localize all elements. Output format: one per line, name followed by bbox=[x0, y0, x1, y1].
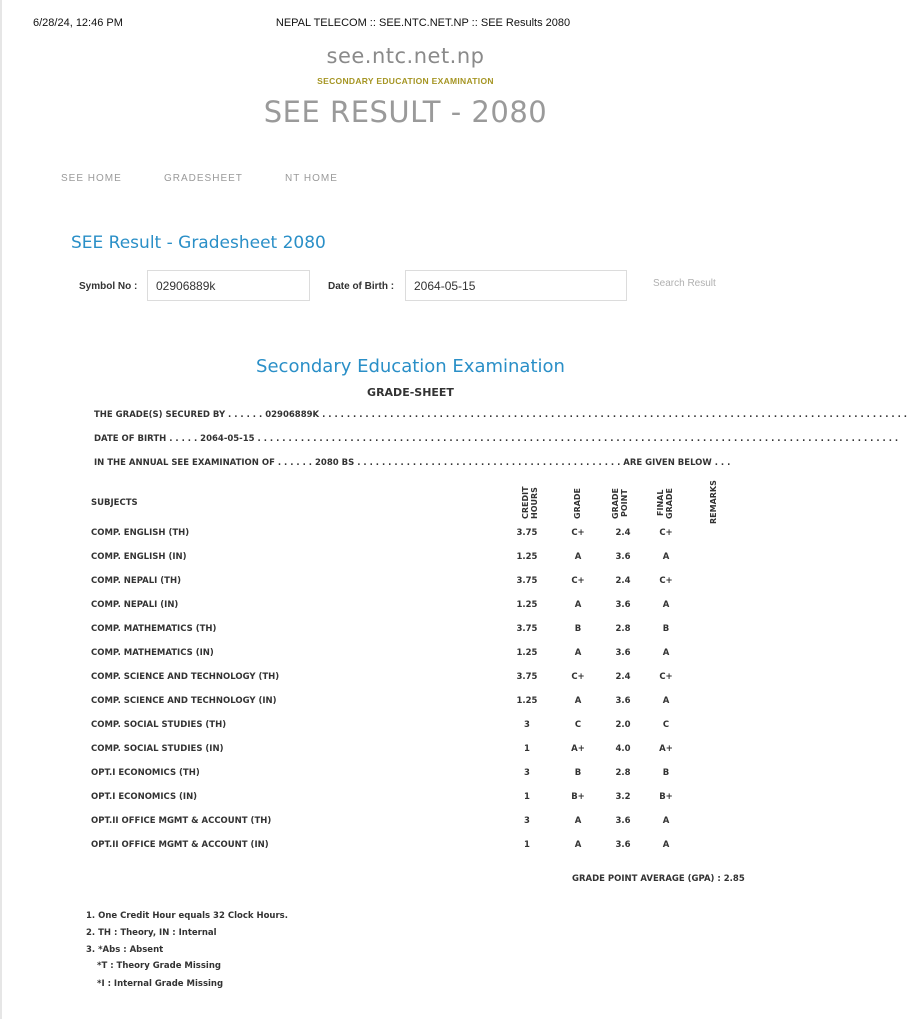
credit-hours-cell: 1.25 bbox=[516, 696, 538, 706]
table-row bbox=[0, 672, 811, 686]
search-result-button[interactable]: Search Result bbox=[653, 278, 716, 289]
grade-point-cell: 4.0 bbox=[615, 744, 631, 754]
table-row bbox=[0, 696, 811, 710]
dob-line-prefix: DATE OF BIRTH . . . . . bbox=[94, 434, 198, 444]
symbol-input[interactable] bbox=[147, 270, 310, 301]
subject-cell: COMP. NEPALI (TH) bbox=[91, 576, 181, 586]
grade-cell: A bbox=[574, 648, 582, 658]
subject-cell: OPT.II OFFICE MGMT & ACCOUNT (IN) bbox=[91, 840, 269, 850]
final-grade-cell: A+ bbox=[659, 744, 673, 754]
final-grade-cell: A bbox=[662, 816, 670, 826]
exam-year-value: 2080 BS bbox=[315, 458, 355, 468]
table-row bbox=[0, 768, 811, 782]
exam-year-suffix: ARE GIVEN BELOW . . . bbox=[623, 458, 731, 468]
final-grade-cell: A bbox=[662, 600, 670, 610]
credit-header-line2: HOURS bbox=[530, 487, 539, 519]
final-grade-cell: A bbox=[662, 840, 670, 850]
subject-cell: COMP. SOCIAL STUDIES (IN) bbox=[91, 744, 224, 754]
site-name: see.ntc.net.np bbox=[326, 44, 485, 68]
grade-cell: B bbox=[574, 624, 582, 634]
grade-point-cell: 3.6 bbox=[615, 600, 631, 610]
final-grade-cell: C+ bbox=[659, 528, 673, 538]
grade-cell: B+ bbox=[571, 792, 585, 802]
grade-point-cell: 2.4 bbox=[615, 672, 631, 682]
exam-year-line bbox=[94, 458, 731, 468]
gradesheet-heading: SEE Result - Gradesheet 2080 bbox=[71, 233, 326, 253]
subject-cell: OPT.II OFFICE MGMT & ACCOUNT (TH) bbox=[91, 816, 272, 826]
credit-hours-cell: 3 bbox=[524, 768, 530, 778]
note-3: 3. *Abs : Absent bbox=[86, 945, 164, 955]
table-row bbox=[0, 576, 811, 590]
grade-point-header bbox=[611, 485, 629, 521]
exam-year-prefix: IN THE ANNUAL SEE EXAMINATION OF . . . . . . bbox=[94, 458, 313, 468]
exam-subtitle: SECONDARY EDUCATION EXAMINATION bbox=[317, 76, 494, 86]
credit-hours-header bbox=[521, 485, 539, 521]
credit-hours-cell: 3.75 bbox=[516, 576, 538, 586]
final-grade-cell: A bbox=[662, 552, 670, 562]
exam-year-dots: . . . . . . . . . . . . . . . . . . . . . . . . . . . . . . . . . . . . . . . . . . . bbox=[357, 458, 621, 468]
dob-input[interactable] bbox=[405, 270, 627, 301]
subject-cell: COMP. NEPALI (IN) bbox=[91, 600, 179, 610]
credit-hours-cell: 1.25 bbox=[516, 600, 538, 610]
page-title: SEE RESULT - 2080 bbox=[263, 95, 548, 129]
final-grade-header-line2: GRADE bbox=[665, 487, 674, 519]
grade-cell: A+ bbox=[571, 744, 585, 754]
table-row bbox=[0, 624, 811, 638]
grade-point-header-line2: POINT bbox=[620, 489, 629, 517]
grade-cell: A bbox=[574, 816, 582, 826]
credit-hours-cell: 1.25 bbox=[516, 648, 538, 658]
note-2: 2. TH : Theory, IN : Internal bbox=[86, 928, 217, 938]
note-5: *I : Internal Grade Missing bbox=[97, 979, 224, 989]
final-grade-cell: A bbox=[662, 648, 670, 658]
print-header bbox=[0, 17, 811, 31]
final-grade-cell: B+ bbox=[659, 792, 673, 802]
grade-cell: A bbox=[574, 552, 582, 562]
remarks-header: REMARKS bbox=[709, 480, 718, 524]
final-grade-cell: C+ bbox=[659, 672, 673, 682]
table-row bbox=[0, 816, 811, 830]
table-row bbox=[0, 552, 811, 566]
grade-point-cell: 2.4 bbox=[615, 528, 631, 538]
grade-point-cell: 3.6 bbox=[615, 696, 631, 706]
grade-point-cell: 2.8 bbox=[615, 768, 631, 778]
table-row bbox=[0, 600, 811, 614]
grade-point-cell: 3.6 bbox=[615, 816, 631, 826]
nav-see-home[interactable]: SEE HOME bbox=[61, 173, 122, 184]
dob-line-dots: . . . . . . . . . . . . . . . . . . . . . . . . . . . . . . . . . . . . . . . . . . . . . . . . . . . . . . . . . . . . . . . . . . . . . . . . . . . . . . . . . . . . . . . . . . . . . . . . . . . . . . . . bbox=[257, 434, 899, 444]
credit-hours-cell: 3 bbox=[524, 816, 530, 826]
print-datetime: 6/28/24, 12:46 PM bbox=[33, 17, 123, 29]
final-grade-cell: C bbox=[662, 720, 670, 730]
grade-point-cell: 2.0 bbox=[615, 720, 631, 730]
grade-cell: C+ bbox=[571, 576, 585, 586]
nav-nt-home[interactable]: NT HOME bbox=[285, 173, 338, 184]
gpa-line bbox=[572, 874, 745, 884]
note-1: 1. One Credit Hour equals 32 Clock Hours. bbox=[86, 911, 288, 921]
final-grade-cell: C+ bbox=[659, 576, 673, 586]
secured-by-prefix: THE GRADE(S) SECURED BY . . . . . . bbox=[94, 410, 263, 420]
table-row bbox=[0, 792, 811, 806]
grade-cell: C bbox=[574, 720, 582, 730]
credit-hours-cell: 1 bbox=[524, 744, 530, 754]
credit-hours-cell: 3.75 bbox=[516, 672, 538, 682]
subject-cell: COMP. MATHEMATICS (TH) bbox=[91, 624, 217, 634]
table-row bbox=[0, 840, 811, 854]
gpa-value: 2.85 bbox=[723, 874, 745, 884]
final-grade-header-line1: FINAL bbox=[656, 489, 665, 517]
grade-point-cell: 2.8 bbox=[615, 624, 631, 634]
dob-line-value: 2064-05-15 bbox=[200, 434, 255, 444]
subject-cell: OPT.I ECONOMICS (IN) bbox=[91, 792, 198, 802]
page-left-border bbox=[0, 0, 2, 1019]
secured-by-value: 02906889K bbox=[265, 410, 320, 420]
secured-by-line bbox=[94, 410, 907, 420]
final-grade-cell: A bbox=[662, 696, 670, 706]
gpa-label: GRADE POINT AVERAGE (GPA) : bbox=[572, 874, 721, 884]
grade-header: GRADE bbox=[573, 487, 582, 519]
note-4: *T : Theory Grade Missing bbox=[97, 961, 221, 971]
grade-point-cell: 3.2 bbox=[615, 792, 631, 802]
grade-point-header-line1: GRADE bbox=[611, 487, 620, 519]
dob-label: Date of Birth : bbox=[328, 281, 395, 292]
grade-cell: C+ bbox=[571, 528, 585, 538]
subject-cell: COMP. SCIENCE AND TECHNOLOGY (TH) bbox=[91, 672, 280, 682]
nav-gradesheet[interactable]: GRADESHEET bbox=[164, 173, 243, 184]
exam-title: Secondary Education Examination bbox=[256, 356, 565, 377]
final-grade-cell: B bbox=[662, 624, 670, 634]
table-row bbox=[0, 528, 811, 542]
grade-cell: A bbox=[574, 696, 582, 706]
table-row bbox=[0, 744, 811, 758]
grade-point-cell: 3.6 bbox=[615, 840, 631, 850]
credit-hours-cell: 3.75 bbox=[516, 528, 538, 538]
credit-hours-cell: 3 bbox=[524, 720, 530, 730]
symbol-label: Symbol No : bbox=[79, 281, 138, 292]
subject-cell: COMP. MATHEMATICS (IN) bbox=[91, 648, 214, 658]
gradesheet-label: GRADE-SHEET bbox=[367, 386, 454, 399]
credit-header-line1: CREDIT bbox=[521, 486, 530, 520]
final-grade-cell: B bbox=[662, 768, 670, 778]
grade-cell: B bbox=[574, 768, 582, 778]
table-row bbox=[0, 720, 811, 734]
final-grade-header bbox=[656, 485, 674, 521]
print-page-title: NEPAL TELECOM :: SEE.NTC.NET.NP :: SEE Results 2080 bbox=[275, 17, 571, 29]
grade-point-cell: 3.6 bbox=[615, 648, 631, 658]
credit-hours-cell: 1 bbox=[524, 840, 530, 850]
credit-hours-cell: 1 bbox=[524, 792, 530, 802]
subject-cell: COMP. ENGLISH (IN) bbox=[91, 552, 187, 562]
dob-line bbox=[94, 434, 899, 444]
subject-cell: COMP. ENGLISH (TH) bbox=[91, 528, 190, 538]
subject-cell: COMP. SOCIAL STUDIES (TH) bbox=[91, 720, 227, 730]
grade-point-cell: 2.4 bbox=[615, 576, 631, 586]
secured-by-dots: . . . . . . . . . . . . . . . . . . . . . . . . . . . . . . . . . . . . . . . . . . . . . . . . . . . . . . . . . . . . . . . . . . . . . . . . . . . . . . . . . . . . . . . . . . . . . . . bbox=[322, 410, 907, 420]
subjects-header: SUBJECTS bbox=[91, 498, 138, 508]
grade-cell: A bbox=[574, 600, 582, 610]
subject-cell: OPT.I ECONOMICS (TH) bbox=[91, 768, 200, 778]
grade-cell: C+ bbox=[571, 672, 585, 682]
subject-cell: COMP. SCIENCE AND TECHNOLOGY (IN) bbox=[91, 696, 277, 706]
grade-point-cell: 3.6 bbox=[615, 552, 631, 562]
table-row bbox=[0, 648, 811, 662]
credit-hours-cell: 1.25 bbox=[516, 552, 538, 562]
grade-cell: A bbox=[574, 840, 582, 850]
credit-hours-cell: 3.75 bbox=[516, 624, 538, 634]
